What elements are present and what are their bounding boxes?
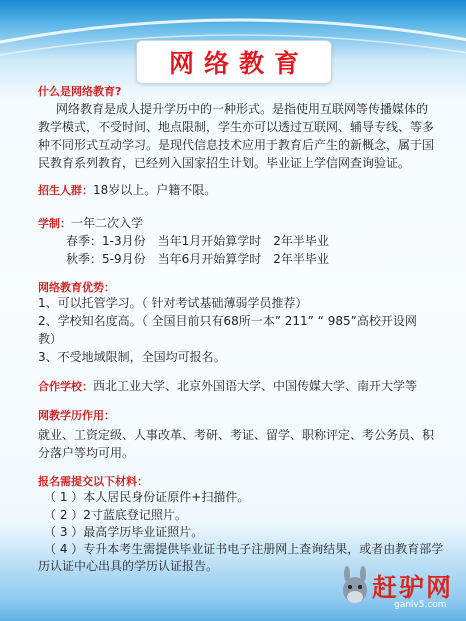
material-item: 历认证中心出具的学历认证报告。 <box>38 559 219 573</box>
intro-line: 教学模式，不受时间、地点限制，学生亦可以透过互联网、辅导专线、等多 <box>38 120 435 134</box>
partners-value: 西北工业大学、北京外国语大学、中国传媒大学、南开大学等 <box>93 379 418 393</box>
watermark-url: ganlv5.com <box>394 600 447 610</box>
schooling-value: 一年二次入学 <box>71 216 144 230</box>
materials-heading: 报名需提交以下材料： <box>38 475 148 488</box>
watermark-text: 赶驴网 <box>372 573 454 602</box>
intro-line: 网络教育是成人提升学历中的一种形式。是指使用互联网等传播媒体的 <box>56 102 429 116</box>
advantage-item: 3、不受地域限制，全国均可报名。 <box>38 350 226 364</box>
advantage-item: 1、可以托管学习。（ 针对考试基础薄弱学员推荐） <box>38 296 308 310</box>
recruit-label: 招生人群： <box>38 184 93 197</box>
advantage-item: 教） <box>38 332 63 346</box>
advantage-item: 2、学校知名度高。（ 全国目前只有68所一本” 211” “ 985”高校开设网 <box>38 314 417 328</box>
schooling-label: 学制： <box>38 217 71 230</box>
donkey-logo-icon <box>338 566 372 608</box>
usage-line: 就业、工资定级、人事改革、考研、考证、留学、职称评定、考公务员、积 <box>38 428 435 442</box>
material-item: （ 3 ）最高学历毕业证照片。 <box>44 525 204 539</box>
watermark <box>338 566 466 621</box>
schooling-row <box>38 216 143 231</box>
schooling-spring: 春季：1-3月份 当年1月开始算学时 2年半毕业 <box>66 234 329 248</box>
usage-heading: 网教学历作用： <box>38 409 115 422</box>
recruit-row <box>38 183 216 198</box>
advantages-heading: 网络教育优势： <box>38 281 115 294</box>
material-item: （ 1 ）本人居民身份证原件+扫描件。 <box>44 490 250 504</box>
intro-heading: 什么是网络教育? <box>38 85 122 98</box>
usage-line: 分落户等均可用。 <box>38 446 135 460</box>
intro-line: 种不同形式互动学习。是现代信息技术应用于教育后产生的新概念，属于国 <box>38 138 435 152</box>
page-title: 网络教育 <box>168 49 309 78</box>
title-box <box>136 40 332 84</box>
recruit-value: 18岁以上。户籍不限。 <box>93 183 217 197</box>
partners-row <box>38 379 417 394</box>
intro-line: 民教育系列教育，已经列入国家招生计划。毕业证上学信网查询验证。 <box>38 156 411 170</box>
schooling-autumn: 秋季：5-9月份 当年6月开始算学时 2年半毕业 <box>66 252 329 266</box>
material-item: （ 2 ）2寸蓝底登记照片。 <box>44 508 187 522</box>
material-item: （ 4 ）专升本考生需提供毕业证书电子注册网上查询结果，或者由教育部学 <box>44 542 444 556</box>
partners-label: 合作学校： <box>38 380 93 393</box>
